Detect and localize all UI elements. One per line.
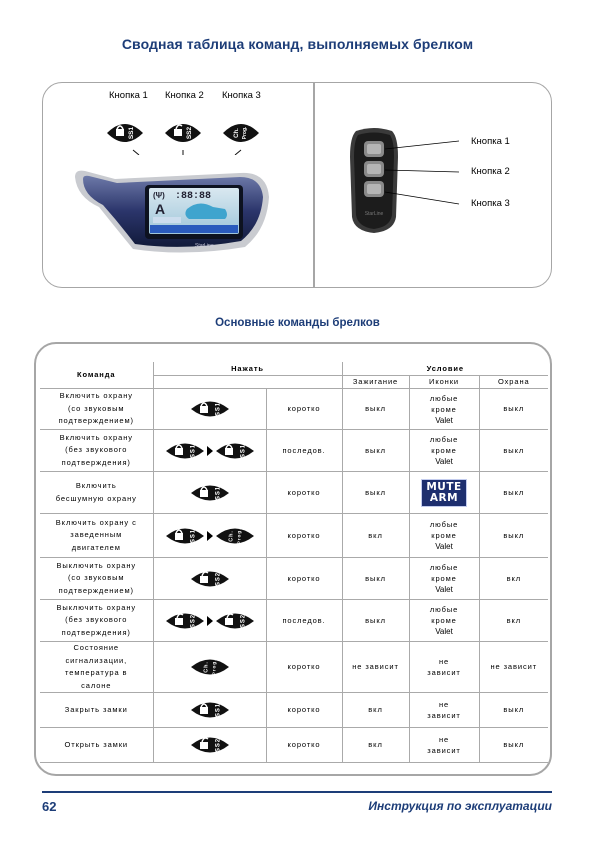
ss2-button-icon xyxy=(215,608,255,634)
icons-cell xyxy=(409,693,479,728)
svg-text:A: A xyxy=(155,201,166,217)
button-sequence xyxy=(154,438,266,464)
button-label: Ch. xyxy=(227,529,234,542)
command-cell xyxy=(40,558,153,600)
table-row xyxy=(40,600,548,642)
mute-arm-badge xyxy=(421,479,466,507)
command-text: Состояние xyxy=(73,643,120,652)
page-title: Сводная таблица команд, выполняемых брелком xyxy=(121,36,474,52)
ss2-button-icon xyxy=(165,608,205,634)
ignition-cell: выкл xyxy=(342,558,409,600)
panel-divider xyxy=(313,83,315,287)
guard-cell: выкл xyxy=(479,472,548,514)
header-ignition: Зажигание xyxy=(342,376,409,389)
command-text: Включить охрану xyxy=(59,391,133,401)
command-text: сигнализации, xyxy=(65,655,128,665)
icons-cell xyxy=(409,558,479,600)
icons-text: не xyxy=(438,700,450,709)
command-text: Включить охрану xyxy=(59,432,133,442)
button-label: Prog. xyxy=(236,527,242,544)
command-text: подтверждением) xyxy=(58,416,134,426)
icons-text: зависит xyxy=(427,668,461,677)
table-row xyxy=(40,514,548,558)
guard-cell: не зависит xyxy=(479,642,548,693)
button-label: SS2 xyxy=(240,613,247,628)
button-cell xyxy=(153,472,266,514)
icons-text: кроме xyxy=(431,574,457,583)
table-row xyxy=(40,472,548,514)
svg-text:SS1: SS1 xyxy=(128,126,135,140)
command-text: двигателем xyxy=(71,542,121,552)
command-text: бесшумную охрану xyxy=(55,493,137,503)
ss1-button-icon xyxy=(215,438,255,464)
command-cell xyxy=(40,472,153,514)
ss1-button-icon xyxy=(107,124,143,142)
button-cell xyxy=(153,728,266,763)
svg-text:SS2: SS2 xyxy=(186,126,193,140)
icons-text: Valet xyxy=(435,585,453,594)
button-sequence xyxy=(154,608,266,634)
command-text: (без звукового xyxy=(65,615,128,625)
press-cell: коротко xyxy=(266,693,342,728)
icons-text: не xyxy=(438,735,450,744)
main-fob-buttons xyxy=(105,117,263,155)
icons-cell xyxy=(409,642,479,693)
press-cell: коротко xyxy=(266,558,342,600)
header-condition: Условие xyxy=(342,362,548,376)
press-cell: коротко xyxy=(266,472,342,514)
command-text: Открыть замки xyxy=(64,739,128,749)
ch-prog-button-icon xyxy=(215,523,255,549)
lcd-keyfob-image xyxy=(75,167,275,255)
icons-text: зависит xyxy=(427,746,461,755)
button-sequence xyxy=(154,523,266,549)
sequence-arrow-icon xyxy=(207,531,213,541)
button-sequence xyxy=(154,732,266,758)
button-label: SS1 xyxy=(215,401,222,417)
command-cell xyxy=(40,389,153,430)
button-label: SS1 xyxy=(240,443,247,458)
command-cell xyxy=(40,693,153,728)
button-cell xyxy=(153,600,266,642)
ignition-cell: выкл xyxy=(342,389,409,430)
button-label: Prog. xyxy=(211,658,217,676)
icons-text: Valet xyxy=(435,457,453,466)
command-cell xyxy=(40,430,153,472)
icons-text: любые xyxy=(429,605,459,614)
icons-text: не xyxy=(438,657,450,666)
command-text: Включить xyxy=(75,481,117,490)
ignition-cell: вкл xyxy=(342,728,409,763)
ignition-cell: выкл xyxy=(342,430,409,472)
remotes-panel xyxy=(42,82,552,288)
icons-cell xyxy=(409,514,479,558)
icons-text: Valet xyxy=(435,415,453,425)
ss1-button-icon xyxy=(190,396,230,422)
command-text: подтверждения) xyxy=(61,627,131,637)
press-cell: коротко xyxy=(266,728,342,763)
press-cell: коротко xyxy=(266,389,342,430)
command-text: салоне xyxy=(81,680,112,690)
command-text: Выключить охрану xyxy=(56,560,137,570)
header-press: Нажать xyxy=(153,362,342,376)
button-cell xyxy=(153,430,266,472)
icons-text: кроме xyxy=(431,616,457,625)
ss2-button-icon xyxy=(165,124,201,142)
small-fob-leader-lines xyxy=(373,133,473,213)
press-cell: коротко xyxy=(266,514,342,558)
ignition-cell: вкл xyxy=(342,514,409,558)
icons-text: любые xyxy=(429,563,459,572)
table-row xyxy=(40,693,548,728)
guard-cell: выкл xyxy=(479,693,548,728)
svg-text:Prog.: Prog. xyxy=(242,126,248,140)
button-sequence xyxy=(154,396,266,422)
icons-text: зависит xyxy=(427,711,461,720)
commands-table xyxy=(40,362,548,763)
icons-text: Valet xyxy=(435,542,453,551)
ss1-button-icon xyxy=(165,523,205,549)
ignition-cell: выкл xyxy=(342,472,409,514)
command-text: подтверждением) xyxy=(58,585,134,595)
icons-text: любые xyxy=(429,393,459,403)
footer-title: Инструкция по эксплуатации xyxy=(368,799,552,813)
button-label: SS1 xyxy=(215,485,222,500)
guard-cell: вкл xyxy=(479,600,548,642)
svg-text:StarLine: StarLine xyxy=(364,211,384,217)
guard-cell: выкл xyxy=(479,430,548,472)
command-text: Закрыть замки xyxy=(64,704,128,714)
icons-text: любые xyxy=(429,435,459,444)
ss2-button-icon xyxy=(190,732,230,758)
ch-prog-button-icon xyxy=(223,124,259,142)
button-cell xyxy=(153,514,266,558)
ss2-button-icon xyxy=(190,566,230,592)
icons-cell xyxy=(409,472,479,514)
press-cell: коротко xyxy=(266,642,342,693)
command-cell xyxy=(40,514,153,558)
badge-text: MUTE xyxy=(426,480,462,493)
ignition-cell: вкл xyxy=(342,693,409,728)
ignition-cell: выкл xyxy=(342,600,409,642)
sequence-arrow-icon xyxy=(207,616,213,626)
command-text: Включить охрану с xyxy=(55,517,137,527)
main-button-3-label: Кнопка 3 xyxy=(222,90,261,101)
svg-text:Ch.: Ch. xyxy=(234,128,240,138)
icons-cell xyxy=(409,600,479,642)
main-button-2-label: Кнопка 2 xyxy=(165,90,204,101)
table-row xyxy=(40,728,548,763)
section-title: Основные команды брелков xyxy=(215,317,380,329)
button-label: SS2 xyxy=(215,571,222,586)
table-row xyxy=(40,430,548,472)
svg-text:StarLine: StarLine xyxy=(195,243,214,249)
button-label: SS2 xyxy=(190,613,197,628)
button-cell xyxy=(153,693,266,728)
command-text: заведенным xyxy=(70,530,123,540)
table-row xyxy=(40,389,548,430)
press-cell: последов. xyxy=(266,600,342,642)
icons-cell xyxy=(409,430,479,472)
page-number: 62 xyxy=(42,799,57,814)
button-cell xyxy=(153,642,266,693)
guard-cell: выкл xyxy=(479,728,548,763)
command-text: температура в xyxy=(65,668,128,677)
button-label: SS1 xyxy=(215,702,222,718)
main-button-1-label: Кнопка 1 xyxy=(109,90,148,101)
command-text: (со звуковым xyxy=(68,573,125,583)
ss1-button-icon xyxy=(190,480,230,506)
small-button-1-label: Кнопка 1 xyxy=(471,136,510,147)
ch-prog-button-icon xyxy=(190,654,230,680)
icons-text: кроме xyxy=(431,531,457,540)
button-label: SS2 xyxy=(215,737,222,753)
command-cell xyxy=(40,728,153,763)
command-text: Выключить охрану xyxy=(56,602,137,612)
command-cell xyxy=(40,600,153,642)
button-label: SS1 xyxy=(190,443,197,458)
icons-text: любые xyxy=(429,520,459,529)
command-text: (без звукового xyxy=(65,445,128,455)
header-icons: Иконки xyxy=(409,376,479,389)
svg-text::88:88: :88:88 xyxy=(175,191,212,202)
svg-text:(Ψ): (Ψ) xyxy=(153,191,165,200)
command-text: (со звуковым xyxy=(68,403,125,413)
button-label: Ch. xyxy=(202,661,209,673)
button-sequence xyxy=(154,480,266,506)
icons-text: Valet xyxy=(435,627,453,636)
button-label: SS1 xyxy=(190,528,197,543)
guard-cell: выкл xyxy=(479,389,548,430)
command-cell xyxy=(40,642,153,693)
header-press-empty xyxy=(153,376,342,389)
button-cell xyxy=(153,558,266,600)
ss1-button-icon xyxy=(165,438,205,464)
table-row xyxy=(40,558,548,600)
icons-cell xyxy=(409,389,479,430)
ss1-button-icon xyxy=(190,697,230,723)
ignition-cell: не зависит xyxy=(342,642,409,693)
badge-text: ARM xyxy=(429,491,459,504)
icons-text: кроме xyxy=(431,404,457,414)
command-text: подтверждения) xyxy=(61,457,131,467)
guard-cell: вкл xyxy=(479,558,548,600)
icons-text: кроме xyxy=(431,446,457,455)
icons-cell xyxy=(409,728,479,763)
small-button-2-label: Кнопка 2 xyxy=(471,166,510,177)
button-sequence xyxy=(154,566,266,592)
header-command: Команда xyxy=(40,362,153,389)
table-row xyxy=(40,642,548,693)
small-button-3-label: Кнопка 3 xyxy=(471,198,510,209)
footer-divider xyxy=(42,791,552,793)
commands-table-body xyxy=(40,389,548,763)
button-sequence xyxy=(154,697,266,723)
button-sequence xyxy=(154,654,266,680)
sequence-arrow-icon xyxy=(207,446,213,456)
header-guard: Охрана xyxy=(479,376,548,389)
guard-cell: выкл xyxy=(479,514,548,558)
button-cell xyxy=(153,389,266,430)
press-cell: последов. xyxy=(266,430,342,472)
